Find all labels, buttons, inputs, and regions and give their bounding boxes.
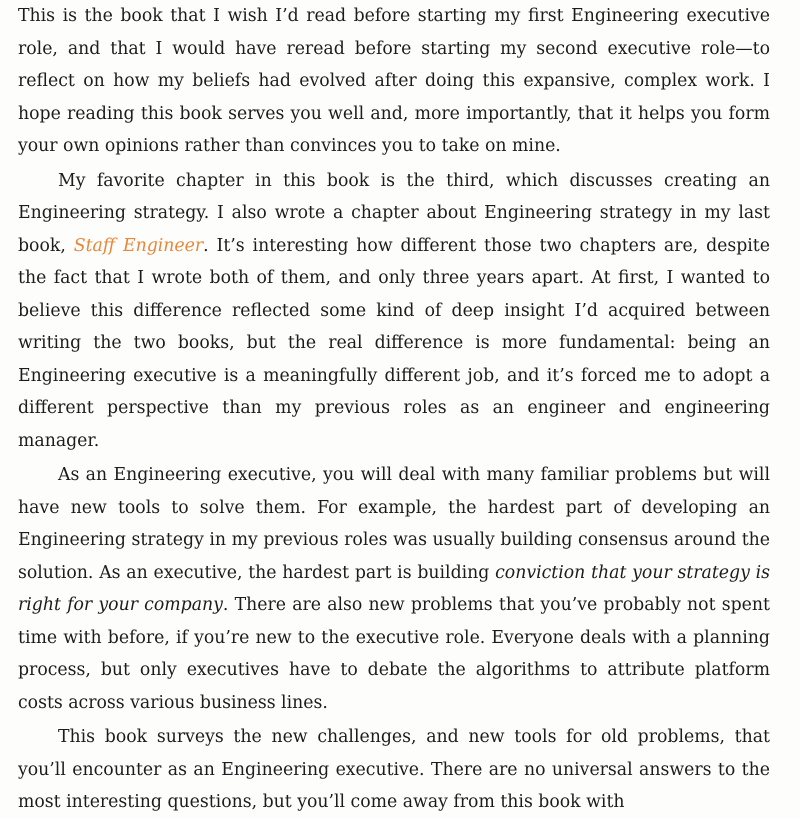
text-column xyxy=(18,0,770,819)
paragraph-4-text: This book surveys the new challenges, and new tools for old problems, that you’ll encounter as an Engineering executive. There are no universal answers to the most interesting questions, but you’ll come away from this book with xyxy=(18,727,770,812)
paragraph-2 xyxy=(18,165,770,458)
paragraph-1 xyxy=(18,0,770,163)
paragraph-3-text-start: As an Engineering executive, you will deal with many familiar problems but will have new tools to solve them. For example, the hardest part of developing an Engineering strategy in my previous roles was usually building consensus around the solution. As an executive, the hardest part is building xyxy=(18,465,770,583)
paragraph-3 xyxy=(18,459,770,719)
paragraph-2-text-end: . It’s interesting how different those two chapters are, despite the fact that I wrote both of them, and only three years apart. At first, I wanted to believe this difference reflected some kind of deep insight I’d acquired between writing the two books, but the real difference is more fundamental: being an Engineering executive is a meaningfully different job, and it’s forced me to adopt a different perspective than my previous roles as an engineer and engineering manager. xyxy=(18,235,770,451)
paragraph-3-text-end: . There are also new problems that you’ve probably not spent time with before, if you’re new to the executive role. Everyone deals with a planning process, but only executives have to debate the algorithms to attribute platform costs across various business lines. xyxy=(18,595,770,713)
paragraph-4 xyxy=(18,721,770,819)
paragraph-2-text-start: My favorite chapter in this book is the third, which discusses creating an Engineering strategy. I also wrote a chapter about Engineering strategy in my last book, xyxy=(18,170,770,256)
staff-engineer-link[interactable]: Staff Engineer xyxy=(73,235,204,256)
paragraph-3-emphasis: conviction that your strategy is right for your company xyxy=(18,562,771,615)
paragraph-1-text: This is the book that I wish I’d read before starting my first Engineering executive role, and that I would have reread before starting my second executive role—to reflect on how my beliefs had evolved after doing this expansive, complex work. I hope reading this book serves you well and, more importantly, that it helps you form your own opinions rather than convinces you to take on mine. xyxy=(18,6,770,156)
